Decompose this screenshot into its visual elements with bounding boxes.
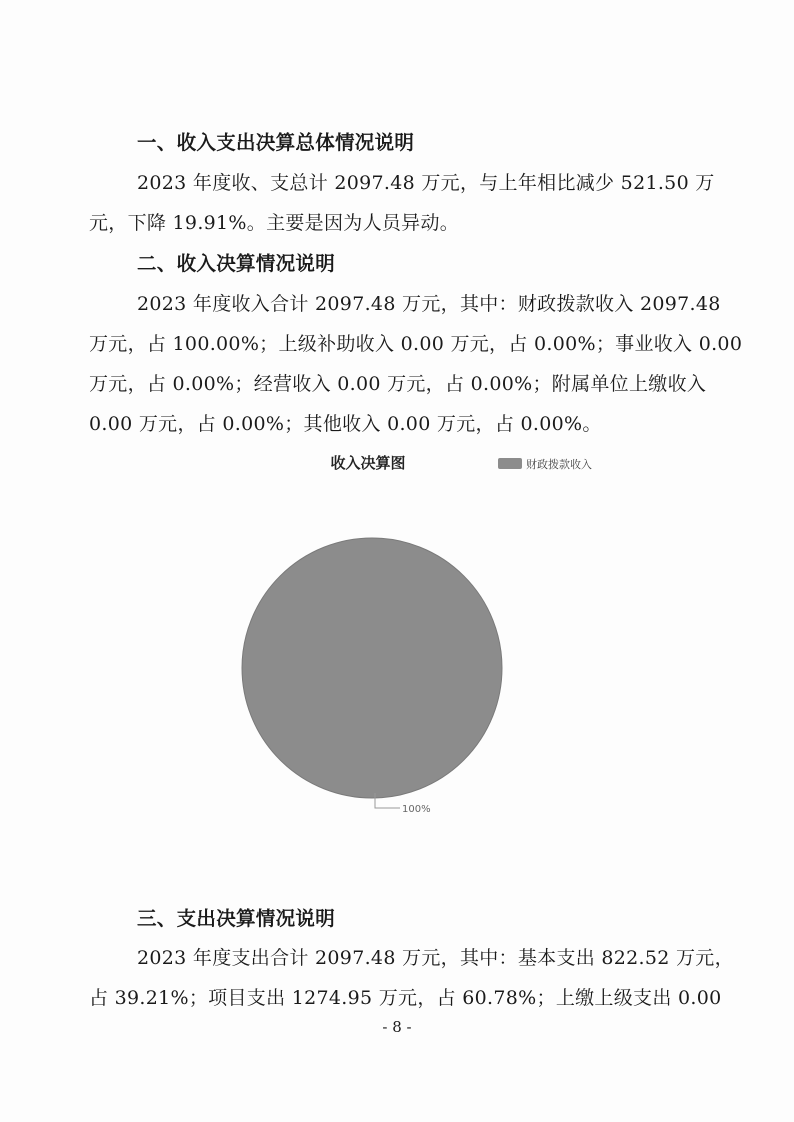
section-heading-3: 三、支出决算情况说明 bbox=[137, 907, 336, 930]
paragraph-line: 万元，占 100.00%；上级补助收入 0.00 万元，占 0.00%；事业收入 0.00 bbox=[89, 333, 743, 355]
paragraph-line: 2023 年度收、支总计 2097.48 万元，与上年相比减少 521.50 万 bbox=[137, 172, 715, 194]
page-number: - 8 - bbox=[382, 1018, 412, 1036]
paragraph-line: 占 39.21%；项目支出 1274.95 万元，占 60.78%；上缴上级支出 0.00 bbox=[89, 987, 722, 1009]
slice-label: 100% bbox=[402, 804, 431, 815]
legend-swatch bbox=[498, 458, 522, 469]
section-heading-1: 一、收入支出决算总体情况说明 bbox=[137, 131, 415, 154]
legend-label: 财政拨款收入 bbox=[526, 458, 592, 471]
paragraph-line: 万元，占 0.00%；经营收入 0.00 万元，占 0.00%；附属单位上缴收入 bbox=[89, 373, 707, 395]
section-heading-2: 二、收入决算情况说明 bbox=[137, 252, 336, 275]
paragraph-line: 2023 年度收入合计 2097.48 万元，其中：财政拨款收入 2097.48 bbox=[137, 293, 721, 315]
pie-slice-0 bbox=[242, 538, 502, 798]
paragraph-line: 元，下降 19.91%。主要是因为人员异动。 bbox=[89, 212, 460, 234]
paragraph-line: 0.00 万元，占 0.00%；其他收入 0.00 万元，占 0.00%。 bbox=[89, 413, 602, 435]
income-pie-chart bbox=[180, 448, 640, 828]
paragraph-line: 2023 年度支出合计 2097.48 万元，其中：基本支出 822.52 万元， bbox=[137, 947, 734, 969]
chart-title: 收入决算图 bbox=[330, 454, 406, 472]
